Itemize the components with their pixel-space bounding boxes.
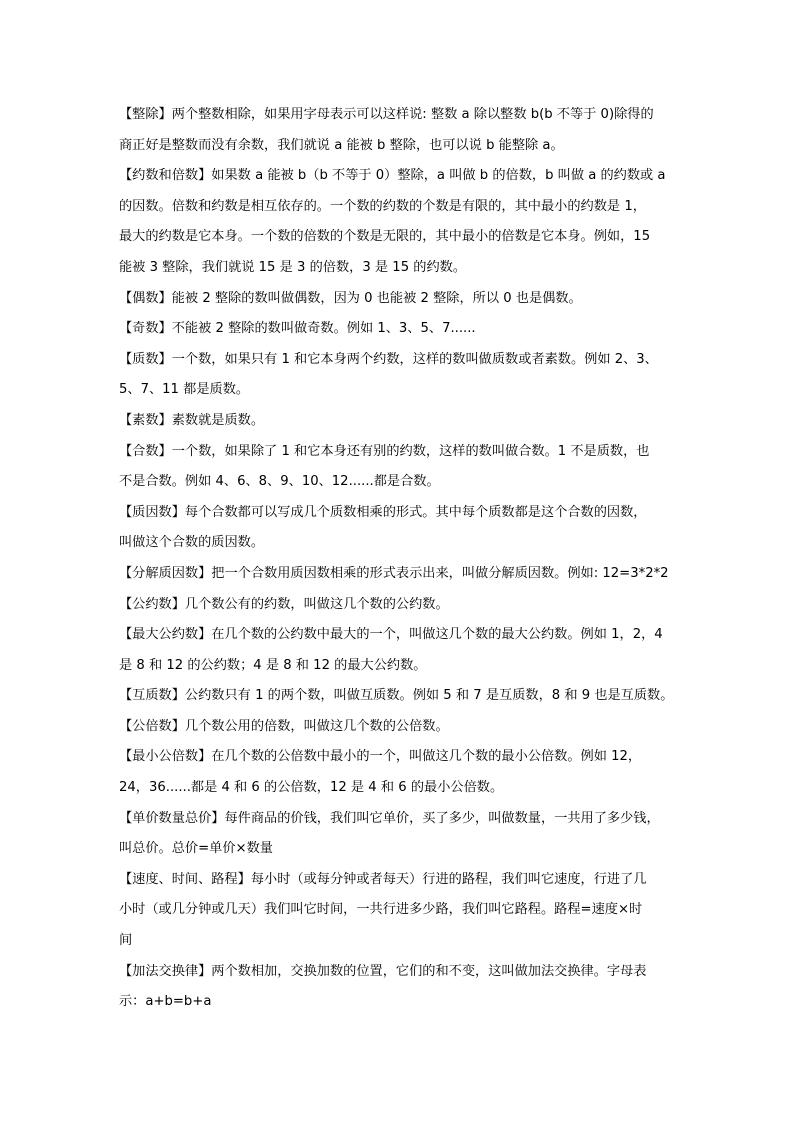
text-line: 24，36......都是 4 和 6 的公倍数，12 是 4 和 6 的最小公倍数。 bbox=[119, 780, 504, 796]
text-line: 5、7、11 都是质数。 bbox=[119, 382, 250, 398]
text-line: 【奇数】不能被 2 整除的数叫做奇数。例如 1、3、5、7...... bbox=[119, 321, 476, 337]
text-line: 的因数。倍数和约数是相互依存的。一个数的约数的个数是有限的，其中最小的约数是 1， bbox=[119, 198, 646, 214]
text-line: 小时（或几分钟或几天）我们叫它时间，一共行进多少路，我们叫它路程。路程=速度×时 bbox=[119, 902, 643, 918]
text-line: 【公倍数】几个数公用的倍数，叫做这几个数的公倍数。 bbox=[119, 718, 449, 734]
text-line: 【约数和倍数】如果数 a 能被 b（b 不等于 0）整除，a 叫做 b 的倍数，b 叫做 a 的约数或 a bbox=[119, 168, 666, 184]
text-line: 是 8 和 12 的公约数；4 是 8 和 12 的最大公约数。 bbox=[119, 657, 427, 673]
text-line: 商正好是整数而没有余数，我们就说 a 能被 b 整除，也可以说 b 能整除 a。 bbox=[119, 137, 564, 153]
text-line: 【最小公倍数】在几个数的公倍数中最小的一个，叫做这几个数的最小公倍数。例如 12， bbox=[119, 749, 642, 765]
text-line: 【加法交换律】两个数相加，交换加数的位置，它们的和不变，这叫做加法交换律。字母表 bbox=[119, 963, 647, 979]
text-line: 【整除】两个整数相除，如果用字母表示可以这样说: 整数 a 除以整数 b(b 不等于 0)除得的 bbox=[119, 107, 654, 122]
text-line: 叫总价。总价=单价×数量 bbox=[119, 841, 273, 857]
text-line: 叫做这个合数的质因数。 bbox=[119, 535, 265, 551]
text-line: 最大的约数是它本身。一个数的倍数的个数是无限的，其中最小的倍数是它本身。例如，15 bbox=[119, 229, 651, 245]
text-line: 示：a+b=b+a bbox=[119, 994, 212, 1010]
text-line: 【单价数量总价】每件商品的价钱，我们叫它单价，买了多少，叫做数量，一共用了多少钱， bbox=[119, 810, 660, 826]
text-line: 【分解质因数】把一个合数用质因数相乘的形式表示出来，叫做分解质因数。例如: 12=3*2*2 bbox=[119, 565, 669, 581]
document-body bbox=[119, 100, 689, 1018]
text-line: 【速度、时间、路程】每小时（或每分钟或者每天）行进的路程，我们叫它速度，行进了几 bbox=[119, 871, 647, 887]
text-line: 【素数】素数就是质数。 bbox=[119, 412, 265, 428]
text-line: 不是合数。例如 4、6、8、9、10、12......都是合数。 bbox=[119, 474, 440, 490]
text-line: 【合数】一个数，如果除了 1 和它本身还有别的约数，这样的数叫做合数。1 不是质数，也 bbox=[119, 443, 650, 459]
text-line: 【互质数】公约数只有 1 的两个数，叫做互质数。例如 5 和 7 是互质数，8 和 9 也是互质数。 bbox=[119, 688, 674, 704]
text-line: 【偶数】能被 2 整除的数叫做偶数，因为 0 也能被 2 整除，所以 0 也是偶数。 bbox=[119, 290, 582, 306]
text-line: 【质因数】每个合数都可以写成几个质数相乘的形式。其中每个质数都是这个合数的因数， bbox=[119, 504, 647, 520]
text-line: 能被 3 整除，我们就说 15 是 3 的倍数，3 是 15 的约数。 bbox=[119, 259, 467, 275]
text-line: 【最大公约数】在几个数的公约数中最大的一个，叫做这几个数的最大公约数。例如 1，2，4 bbox=[119, 627, 663, 643]
text-line: 间 bbox=[119, 933, 133, 949]
text-line: 【质数】一个数，如果只有 1 和它本身两个约数，这样的数叫做质数或者素数。例如 2、3、 bbox=[119, 351, 658, 367]
text-line: 【公约数】几个数公有的约数，叫做这几个数的公约数。 bbox=[119, 596, 449, 612]
